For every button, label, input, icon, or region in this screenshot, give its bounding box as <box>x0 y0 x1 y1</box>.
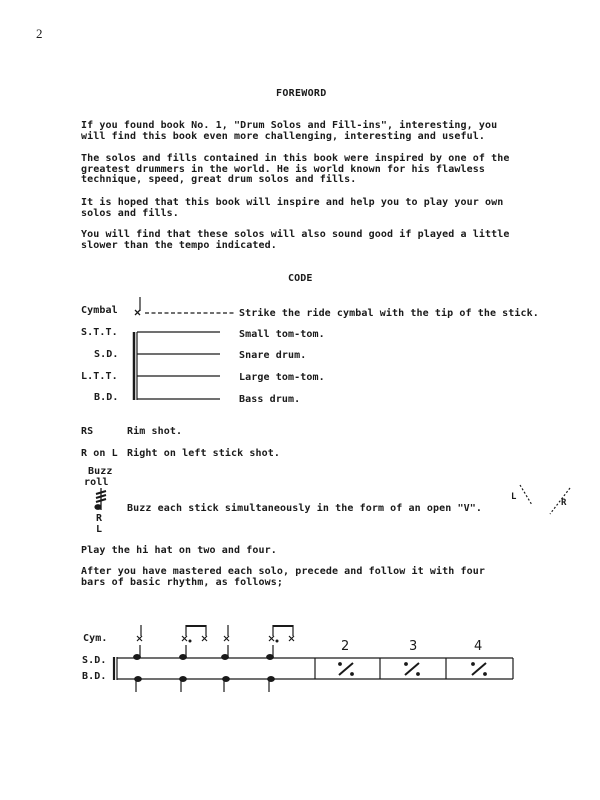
page-number: 2 <box>36 26 43 41</box>
bar-number-3: 3 <box>409 639 418 654</box>
bar-number-4: 4 <box>474 639 483 654</box>
buzz-description: Buzz each stick simultaneously in the form of an open "V". <box>127 503 482 514</box>
v-diagram-right-label: R <box>561 498 567 508</box>
basic-rhythm-instruction: After you have mastered each solo, precede and follow it with four bars of basic rhythm, as follows; <box>81 566 485 588</box>
stt-description: Small tom-tom. <box>239 329 325 340</box>
foreword-paragraph-1: If you found book No. 1, "Drum Solos and Fill-ins", interesting, you will find this book even more challenging, interesting and useful. <box>81 120 498 142</box>
buzz-hand-r: R <box>96 513 103 524</box>
buzz-label-line2: roll <box>84 477 109 488</box>
foreword-paragraph-4: You will find that these solos will also sound good if played a little slower than the tempo indicated. <box>81 229 510 251</box>
sd-label: S.D. <box>94 349 119 360</box>
rimshot-description: Rim shot. <box>127 426 183 437</box>
foreword-paragraph-2: The solos and fills contained in this book were inspired by one of the greatest drummers in the world. He is world known for his flawless technique, speed, great drum solos and fills. <box>81 153 510 185</box>
cymbal-symbol <box>135 297 234 315</box>
v-diagram-left-label: L <box>511 492 517 502</box>
repeat-bar-2 <box>339 663 354 676</box>
staff-label-bass: B.D. <box>82 671 107 682</box>
ltt-description: Large tom-tom. <box>239 372 325 383</box>
bd-description: Bass drum. <box>239 394 301 405</box>
staff-label-snare: S.D. <box>82 655 107 666</box>
code-title: CODE <box>288 273 313 284</box>
sd-description: Snare drum. <box>239 350 307 361</box>
hihat-instruction: Play the hi hat on two and four. <box>81 545 277 556</box>
ltt-label: L.T.T. <box>81 371 118 382</box>
foreword-title: FOREWORD <box>276 88 327 99</box>
r-on-l-abbr: R on L <box>81 448 118 459</box>
drum-staff-key <box>134 332 220 400</box>
bd-label: B.D. <box>94 392 119 403</box>
open-v-diagram-right <box>550 488 570 514</box>
open-v-diagram-left <box>520 485 532 505</box>
buzz-roll-icon <box>95 488 106 510</box>
buzz-label-line1: Buzz <box>88 466 113 477</box>
staff-label-cymbal: Cym. <box>83 633 108 644</box>
repeat-bar-4 <box>472 663 487 676</box>
foreword-paragraph-3: It is hoped that this book will inspire and help you to play your own solos and fills. <box>81 197 504 219</box>
stt-label: S.T.T. <box>81 327 118 338</box>
buzz-hand-l: L <box>96 524 103 535</box>
rimshot-abbr: RS <box>81 426 94 437</box>
rhythm-staff <box>114 657 513 680</box>
cymbal-description: Strike the ride cymbal with the tip of the stick. <box>239 308 539 319</box>
r-on-l-description: Right on left stick shot. <box>127 448 281 459</box>
cymbal-label: Cymbal <box>81 305 118 316</box>
repeat-bar-3 <box>405 663 420 676</box>
bar-number-2: 2 <box>341 639 350 654</box>
